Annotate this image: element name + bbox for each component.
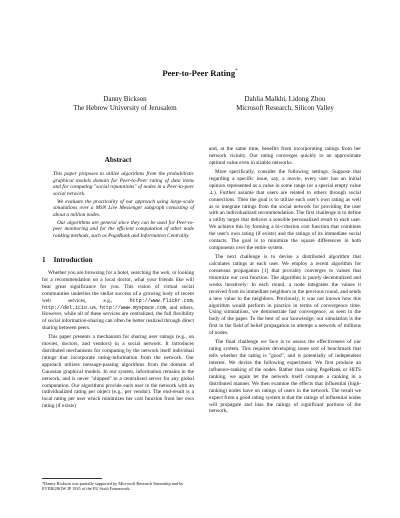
abstract-heading: Abstract — [104, 156, 132, 164]
author-affiliation: Microsoft Research, Silicon Valley — [236, 104, 334, 113]
author-name: Danny Bickson — [103, 95, 147, 103]
right-paragraph-2: More specifically, consider the following settings. Suppose that regarding a specific issue, say, a movie, every user has an initial opinion represented as a value in some range (or a special empty value ⊥). Further assume that users are related to others through social connections. Then the goal is to utilize each user's own rating as well as to integrate ratings from the social network for providing the user with an individualized recommendation. The first challenge is to define a utility target that delivers a sensible personalized result to each user. We achieve this by forming a bi-criterion cost function that combines the user's own rating (if exists) and the ratings of its immediate social contacts. The goal is to minimize the square differences in both components over the entire system. — [209, 169, 361, 251]
author-block-2 — [210, 95, 360, 113]
abstract-paragraph: Our algorithms are general since they can be used for Peer-to-peer monitoring and for the efficient computation of other node ranking methods, such as PageRank and Information Centrality. — [53, 219, 194, 239]
author-block-1 — [55, 95, 195, 113]
intro-paragraph-1: Whether you are browsing for a hotel, searching the web, or looking for a recommendation on a local doctor, what your friends like will bear great significance for you. This vision of virtual social communities underlies the stellar success of a growing body of recent web services, e.g., http://www.flickr.com, http://del.icio.us, http://www.myspace.com, and others. However, while all of these services are centralized, the full flexibility of social information-sharing can often be better realized through direct sharing between peers. — [42, 270, 195, 332]
introduction-body — [42, 270, 194, 410]
right-paragraph-1: and, at the same time, benefits from incorporating ratings from her network vicinity. Our rating converges quickly to an approximate optimal value even in sizable networks. — [209, 146, 361, 166]
abstract-body — [53, 171, 194, 241]
footnote: *Danny Bickson was partially supported by Microsoft Research Internship and by EVERGROW IP 1935 of the EU Sixth Framework. — [42, 481, 184, 492]
footnote-rule — [42, 478, 102, 479]
abstract-paragraph: We evaluate the practicality of our approach using large-scale simulations over a MSN Live Messenger subgraph consisting of about a million nodes. — [53, 198, 194, 218]
url-link: http://www.flickr.com — [129, 297, 193, 304]
url-link: http://www.myspace.com — [99, 304, 166, 311]
title-text: Peer-to-Peer Rating — [162, 67, 236, 78]
section-number: 1 — [42, 256, 46, 264]
right-paragraph-3: The next challenge is to devise a distributed algorithm that calculates ratings at each user. We employ a recent algorithm for consensus propagation [1] that provably converges to values that minimize our cost function. The algorithm is purely decentralized and works iteratively: In each round, a node integrates the values it received from its immediate neighbors in the previous round, and sends a new value to the neighbors. Previously, it was not known how this algorithm would perform in practice in terms of convergence time. Using simulations, we demonstrate fast convergence, as seen in the body of the paper. To the best of our knowledge, our simulation is the first in the field of belief propagation to attempt a network of millions of nodes. — [209, 254, 361, 337]
url-link: http://del.icio.us — [42, 304, 97, 311]
section-heading — [42, 256, 101, 264]
right-column — [209, 146, 361, 415]
intro-paragraph-2: This paper presents a mechanism for sharing user ratings (e.g., on movies, doctors, and vendors) in a social network. It introduces distributed mechanisms for computing by the network itself individual ratings that incorporate rating-information from the network. Our approach utilizes message-passing algorithms from the domain of Gaussian graphical models. In our system, information remains in the network, and is never "shipped" to a centralized server for any global computation. Our algorithms provide each user in the network with an individualized rating per object (e.g., per vendor). The end-result is a local rating per user which minimizes her cost function from her own rating (if exists) — [42, 334, 194, 410]
author-affiliation: The Hebrew University of Jerusalem — [73, 104, 177, 113]
abstract-paragraph: This paper proposes to utilize algorithms from the probabilistic graphical models domain for Peer-to-Peer rating of data items and for computing "social reputations" of nodes in a Peer-to-peer social network. — [53, 171, 194, 197]
author-name: Dahlia Malkhi, Lidong Zhou — [244, 95, 326, 103]
title-footnote-mark: * — [235, 69, 238, 74]
section-title: Introduction — [53, 256, 93, 264]
intro-text: Whether you are browsing for a hotel, searching the web, or looking for a recommendation on a local doctor, what your friends like will bear great significance for you. This vision of virtual social communities underlies the stellar success of a growing body of recent web services, e.g., — [42, 270, 194, 304]
intro-text: and others. However, while all of these services are centralized, the full flexibility of social information-sharing can often be better realized through direct sharing between peers. — [42, 304, 195, 332]
right-paragraph-4: The final challenge we face is to assess the effectiveness of our rating system. This requires developing some sort of benchmark that tells whether the rating is "good", and is potentially of independent interest. We devise the following experiment. We first produce an influence-ranking of the nodes. Rather than using PageRank or HITS ranking, we again let the network itself compute a ranking in a distributed manner. We then examine the effects that influential (high-ranking) nodes have on ratings of users in the network. The result we expect from a good rating system is that the ratings of influential nodes will propagate and bias the ratings of significant portions of the network, — [209, 339, 361, 415]
paper-title — [0, 66, 400, 79]
